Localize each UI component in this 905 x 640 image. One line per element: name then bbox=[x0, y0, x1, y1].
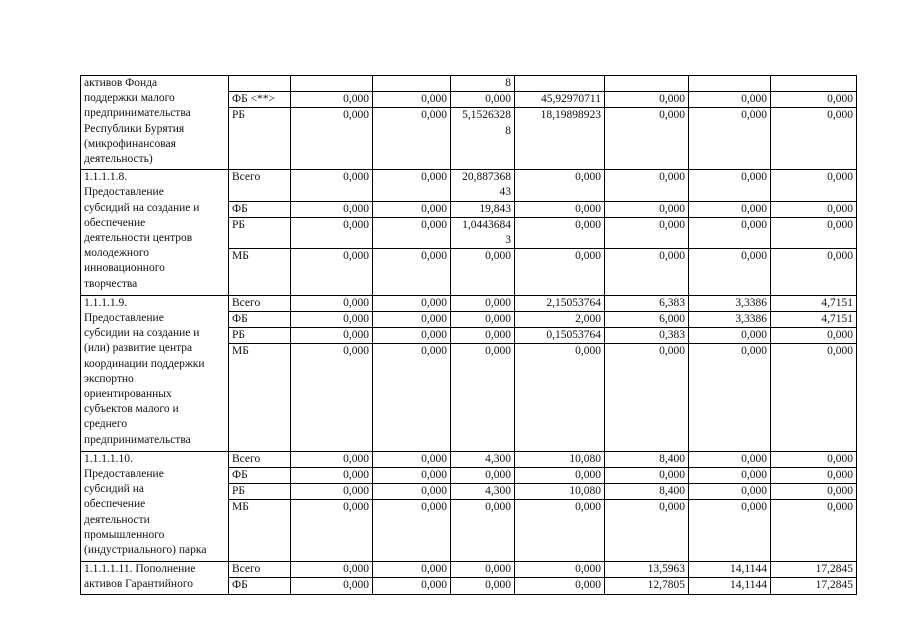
measure-name-line: 1.1.1.1.10. bbox=[84, 452, 133, 465]
amount-cell: 0,000 bbox=[291, 92, 373, 108]
amount-cell: 0,000 bbox=[373, 578, 451, 594]
funding-source-cell: МБ bbox=[229, 500, 291, 562]
amount-cell: 0,000 bbox=[291, 578, 373, 594]
amount-cell: 0,000 bbox=[771, 170, 857, 201]
measure-name-line: промышленного bbox=[84, 528, 165, 541]
amount-cell: 0,000 bbox=[605, 201, 689, 217]
funding-source-cell: РБ bbox=[229, 108, 291, 170]
amount-cell: 0,000 bbox=[689, 344, 771, 451]
funding-source-cell: ФБ bbox=[229, 468, 291, 484]
amount-cell: 0,000 bbox=[373, 170, 451, 201]
measure-name-line: среднего bbox=[84, 418, 128, 431]
amount-cell: 0,000 bbox=[451, 295, 515, 311]
amount-cell: 0,000 bbox=[689, 92, 771, 108]
amount-cell: 12,7805 bbox=[605, 578, 689, 594]
amount-cell: 3,3386 bbox=[689, 295, 771, 311]
amount-cell: 45,92970711 bbox=[515, 92, 605, 108]
amount-cell: 4,300 bbox=[451, 484, 515, 500]
amount-cell: 0,000 bbox=[771, 92, 857, 108]
amount-cell: 0,000 bbox=[373, 500, 451, 562]
amount-cell: 5,1526328 8 bbox=[451, 108, 515, 170]
amount-cell: 0,000 bbox=[689, 468, 771, 484]
amount-cell: 0,000 bbox=[451, 249, 515, 296]
amount-cell: 0,000 bbox=[451, 562, 515, 578]
measure-name-line: инновационного bbox=[84, 262, 165, 275]
measure-name-line: активов Фонда bbox=[84, 77, 158, 89]
table-body bbox=[81, 76, 857, 595]
measure-name-line: 1.1.1.1.9. bbox=[84, 296, 128, 309]
table-row bbox=[81, 295, 857, 311]
amount-cell: 17,2845 bbox=[771, 578, 857, 594]
measure-name-line: (индустриального) парка bbox=[84, 544, 207, 557]
measure-name-line: 1.1.1.1.8. bbox=[84, 171, 128, 184]
amount-cell: 0,000 bbox=[771, 344, 857, 451]
amount-cell: 0,000 bbox=[689, 328, 771, 344]
amount-cell: 0,000 bbox=[291, 328, 373, 344]
amount-cell: 0,000 bbox=[373, 295, 451, 311]
amount-cell: 0,000 bbox=[373, 108, 451, 170]
funding-source-cell: РБ bbox=[229, 328, 291, 344]
amount-cell: 6,383 bbox=[605, 295, 689, 311]
amount-cell: 0,000 bbox=[515, 201, 605, 217]
amount-cell: 0,000 bbox=[373, 217, 451, 248]
measure-name-line: творчества bbox=[84, 277, 138, 290]
measure-name-line: Предоставление bbox=[84, 468, 164, 481]
table-row bbox=[81, 170, 857, 201]
measure-name-line: поддержки малого bbox=[84, 92, 175, 105]
amount-cell: 0,000 bbox=[771, 500, 857, 562]
amount-cell: 0,000 bbox=[291, 344, 373, 451]
amount-cell: 0,000 bbox=[515, 170, 605, 201]
amount-cell: 0,383 bbox=[605, 328, 689, 344]
amount-cell: 0,000 bbox=[771, 484, 857, 500]
amount-cell: 8,400 bbox=[605, 451, 689, 467]
funding-source-cell: Всего bbox=[229, 562, 291, 578]
amount-cell: 0,000 bbox=[291, 295, 373, 311]
amount-cell: 2,000 bbox=[515, 312, 605, 328]
amount-cell bbox=[291, 76, 373, 92]
amount-cell: 0,000 bbox=[605, 344, 689, 451]
amount-cell: 0,000 bbox=[515, 562, 605, 578]
amount-cell: 0,000 bbox=[689, 484, 771, 500]
amount-cell: 0,000 bbox=[451, 500, 515, 562]
amount-cell bbox=[515, 76, 605, 92]
amount-cell: 0,000 bbox=[771, 451, 857, 467]
measure-name-line: предпринимательства bbox=[84, 107, 191, 120]
measure-name-line: ориентированных bbox=[84, 388, 172, 401]
amount-cell: 0,000 bbox=[771, 468, 857, 484]
amount-cell: 0,000 bbox=[515, 500, 605, 562]
amount-cell: 8,400 bbox=[605, 484, 689, 500]
table-row bbox=[81, 76, 857, 92]
amount-cell: 8 bbox=[451, 76, 515, 92]
amount-cell: 4,7151 bbox=[771, 295, 857, 311]
funding-source-cell: Всего bbox=[229, 295, 291, 311]
funding-source-cell: ФБ bbox=[229, 201, 291, 217]
amount-cell: 17,2845 bbox=[771, 562, 857, 578]
amount-cell: 0,000 bbox=[605, 108, 689, 170]
measure-name-line: субъектов малого и bbox=[84, 403, 179, 416]
amount-cell: 0,000 bbox=[373, 92, 451, 108]
amount-cell: 0,000 bbox=[291, 484, 373, 500]
amount-cell: 2,15053764 bbox=[515, 295, 605, 311]
table-row bbox=[81, 451, 857, 467]
measure-name-line: координации поддержки bbox=[84, 357, 205, 370]
measure-name-line: (микрофинансовая bbox=[84, 137, 176, 150]
amount-cell: 0,000 bbox=[771, 201, 857, 217]
amount-cell: 0,000 bbox=[291, 562, 373, 578]
amount-cell: 10,080 bbox=[515, 484, 605, 500]
amount-cell: 0,000 bbox=[605, 92, 689, 108]
measure-name-line: деятельности центров bbox=[84, 232, 193, 245]
amount-cell: 0,000 bbox=[373, 328, 451, 344]
funding-source-cell: ФБ bbox=[229, 312, 291, 328]
amount-cell: 0,000 bbox=[373, 201, 451, 217]
amount-cell: 18,19898923 bbox=[515, 108, 605, 170]
measure-name-line: деятельности bbox=[84, 513, 150, 526]
amount-cell: 0,000 bbox=[771, 249, 857, 296]
amount-cell: 0,000 bbox=[291, 249, 373, 296]
amount-cell: 19,843 bbox=[451, 201, 515, 217]
measure-name-line: обеспечение bbox=[84, 216, 146, 229]
measure-name-cell bbox=[81, 451, 229, 561]
amount-cell: 0,000 bbox=[451, 344, 515, 451]
funding-source-cell: ФБ <**> bbox=[229, 92, 291, 108]
amount-cell: 0,000 bbox=[373, 344, 451, 451]
amount-cell: 0,000 bbox=[605, 249, 689, 296]
amount-cell: 10,080 bbox=[515, 451, 605, 467]
amount-cell: 0,000 bbox=[291, 217, 373, 248]
amount-cell: 0,000 bbox=[291, 468, 373, 484]
measure-name-line: деятельность) bbox=[84, 153, 153, 166]
amount-cell: 0,000 bbox=[689, 201, 771, 217]
amount-cell: 0,000 bbox=[605, 170, 689, 201]
amount-cell: 0,000 bbox=[605, 500, 689, 562]
amount-cell: 1,0443684 3 bbox=[451, 217, 515, 248]
amount-cell: 3,3386 bbox=[689, 312, 771, 328]
amount-cell: 0,000 bbox=[291, 108, 373, 170]
amount-cell: 0,000 bbox=[373, 484, 451, 500]
amount-cell: 0,000 bbox=[515, 468, 605, 484]
amount-cell: 0,000 bbox=[291, 312, 373, 328]
table-row bbox=[81, 562, 857, 578]
amount-cell: 20,887368 43 bbox=[451, 170, 515, 201]
measure-name-line: субсидии на создание и bbox=[84, 327, 200, 340]
amount-cell bbox=[771, 76, 857, 92]
amount-cell: 0,000 bbox=[515, 344, 605, 451]
amount-cell: 0,000 bbox=[689, 108, 771, 170]
amount-cell: 0,000 bbox=[373, 312, 451, 328]
amount-cell: 0,000 bbox=[451, 312, 515, 328]
funding-source-cell: МБ bbox=[229, 249, 291, 296]
amount-cell: 0,000 bbox=[689, 500, 771, 562]
amount-cell: 0,000 bbox=[291, 451, 373, 467]
amount-cell: 4,7151 bbox=[771, 312, 857, 328]
measure-name-cell bbox=[81, 295, 229, 451]
measure-name-line: Предоставление bbox=[84, 186, 164, 199]
measure-name-line: (или) развитие центра bbox=[84, 342, 193, 355]
measure-name-line: обеспечение bbox=[84, 498, 146, 511]
amount-cell: 14,1144 bbox=[689, 562, 771, 578]
funding-source-cell: РБ bbox=[229, 484, 291, 500]
measure-name-cell bbox=[81, 562, 229, 594]
measure-name-line: субсидий на создание и bbox=[84, 201, 200, 214]
funding-source-cell: РБ bbox=[229, 217, 291, 248]
amount-cell: 0,000 bbox=[373, 451, 451, 467]
amount-cell: 0,000 bbox=[771, 217, 857, 248]
amount-cell bbox=[689, 76, 771, 92]
amount-cell: 0,000 bbox=[605, 468, 689, 484]
amount-cell: 0,000 bbox=[373, 562, 451, 578]
budget-table bbox=[80, 75, 857, 595]
amount-cell: 0,000 bbox=[451, 92, 515, 108]
funding-source-cell: Всего bbox=[229, 451, 291, 467]
amount-cell: 0,000 bbox=[515, 249, 605, 296]
amount-cell: 6,000 bbox=[605, 312, 689, 328]
amount-cell: 14,1144 bbox=[689, 578, 771, 594]
funding-source-cell: Всего bbox=[229, 170, 291, 201]
amount-cell: 0,000 bbox=[291, 170, 373, 201]
amount-cell: 0,000 bbox=[515, 578, 605, 594]
measure-name-line: активов Гарантийного bbox=[84, 578, 194, 591]
funding-source-cell: МБ bbox=[229, 344, 291, 451]
amount-cell: 0,000 bbox=[451, 578, 515, 594]
amount-cell: 0,000 bbox=[605, 217, 689, 248]
amount-cell bbox=[373, 76, 451, 92]
measure-name-cell bbox=[81, 170, 229, 296]
amount-cell: 4,300 bbox=[451, 451, 515, 467]
amount-cell: 0,000 bbox=[689, 249, 771, 296]
amount-cell: 0,000 bbox=[373, 249, 451, 296]
funding-source-cell: ФБ bbox=[229, 578, 291, 594]
amount-cell: 0,000 bbox=[291, 201, 373, 217]
measure-name-line: Предоставление bbox=[84, 312, 164, 325]
amount-cell: 0,000 bbox=[291, 500, 373, 562]
amount-cell: 0,000 bbox=[771, 328, 857, 344]
amount-cell: 0,000 bbox=[771, 108, 857, 170]
amount-cell: 0,000 bbox=[451, 328, 515, 344]
measure-name-line: молодежного bbox=[84, 247, 150, 260]
amount-cell: 0,000 bbox=[515, 217, 605, 248]
amount-cell: 0,000 bbox=[373, 468, 451, 484]
amount-cell bbox=[605, 76, 689, 92]
measure-name-cell bbox=[81, 76, 229, 170]
amount-cell: 0,15053764 bbox=[515, 328, 605, 344]
funding-source-cell bbox=[229, 76, 291, 92]
amount-cell: 13,5963 bbox=[605, 562, 689, 578]
measure-name-line: Республики Бурятия bbox=[84, 122, 185, 135]
measure-name-line: предпринимательства bbox=[84, 433, 191, 446]
amount-cell: 0,000 bbox=[451, 468, 515, 484]
amount-cell: 0,000 bbox=[689, 217, 771, 248]
measure-name-line: 1.1.1.1.11. Пополнение bbox=[84, 563, 196, 576]
measure-name-line: субсидий на bbox=[84, 483, 144, 496]
amount-cell: 0,000 bbox=[689, 170, 771, 201]
measure-name-line: экспортно bbox=[84, 372, 134, 385]
amount-cell: 0,000 bbox=[689, 451, 771, 467]
